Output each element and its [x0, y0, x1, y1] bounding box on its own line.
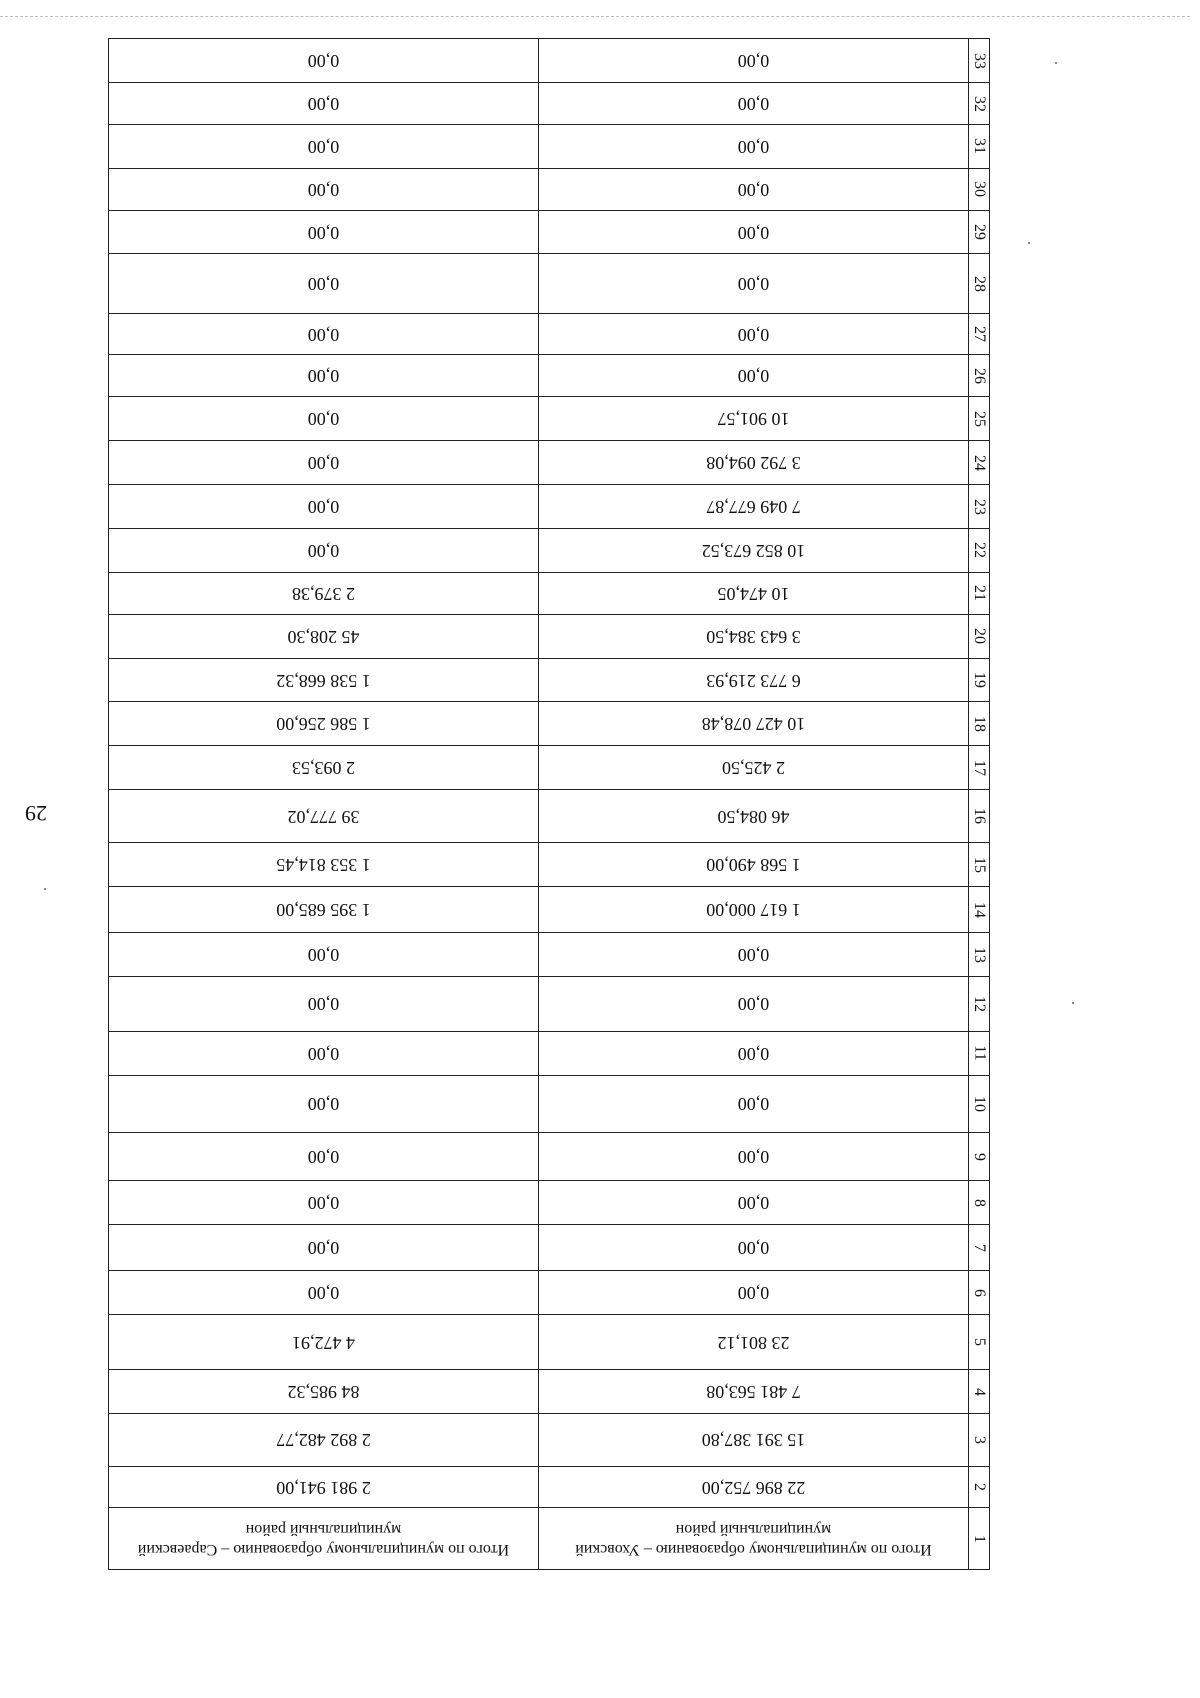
- value-cell: 0,00: [109, 977, 539, 1032]
- value-cell: 0,00: [539, 210, 969, 254]
- table-row: [109, 168, 990, 210]
- column-number: 33: [971, 52, 988, 69]
- value-cell: 3 792 094,08: [539, 441, 969, 485]
- column-number-cell: [969, 1075, 990, 1132]
- page-number: 29: [25, 801, 47, 826]
- column-number-cell: [969, 933, 990, 977]
- value-cell: 0,00: [539, 1075, 969, 1132]
- value-cell: 0,00: [539, 1225, 969, 1271]
- column-number: 6: [971, 1288, 988, 1297]
- table-row: [109, 355, 990, 397]
- column-number-cell: [969, 790, 990, 843]
- value-cell: 2 892 482,77: [109, 1414, 539, 1467]
- value-cell: 23 801,12: [539, 1315, 969, 1370]
- column-number-cell: [969, 1414, 990, 1467]
- column-number-cell: [969, 614, 990, 658]
- value-cell: 0,00: [109, 83, 539, 125]
- column-number: 17: [971, 759, 988, 776]
- table-row: [109, 529, 990, 573]
- table-row: [109, 1132, 990, 1180]
- value-cell: 2 379,38: [109, 572, 539, 614]
- value-cell: 0,00: [539, 355, 969, 397]
- table-row: [109, 1315, 990, 1370]
- table-row: [109, 1508, 990, 1570]
- value-cell: 0,00: [109, 529, 539, 573]
- column-number: 4: [971, 1387, 988, 1396]
- column-number-cell: [969, 485, 990, 529]
- column-number: 30: [971, 181, 988, 198]
- value-cell: 7 481 563,08: [539, 1370, 969, 1414]
- column-number-cell: [969, 529, 990, 573]
- column-number-cell: [969, 1508, 990, 1570]
- table-row: [109, 313, 990, 355]
- value-cell: 0,00: [109, 1181, 539, 1225]
- table-row: [109, 614, 990, 658]
- column-number-cell: [969, 1132, 990, 1180]
- column-number: 20: [971, 628, 988, 645]
- table-row: [109, 658, 990, 702]
- value-cell: 0,00: [539, 39, 969, 83]
- column-number-cell: [969, 1181, 990, 1225]
- value-cell: 2 981 941,00: [109, 1466, 539, 1508]
- table-row: [109, 397, 990, 441]
- data-table: [108, 38, 990, 1570]
- column-number: 19: [971, 672, 988, 689]
- value-cell: 0,00: [109, 1075, 539, 1132]
- table-row: [109, 977, 990, 1032]
- table-row: [109, 485, 990, 529]
- value-cell: 0,00: [109, 355, 539, 397]
- value-cell: 10 901,57: [539, 397, 969, 441]
- table-row: [109, 124, 990, 168]
- column-number-cell: [969, 1225, 990, 1271]
- value-cell: 0,00: [539, 933, 969, 977]
- column-number-cell: [969, 977, 990, 1032]
- table-row: [109, 1181, 990, 1225]
- column-number-cell: [969, 313, 990, 355]
- value-cell: 2 425,50: [539, 746, 969, 790]
- value-cell: 15 391 387,80: [539, 1414, 969, 1467]
- table-row: [109, 39, 990, 83]
- value-cell: 0,00: [539, 1132, 969, 1180]
- column-number-cell: [969, 39, 990, 83]
- table-row: [109, 83, 990, 125]
- table-row: [109, 441, 990, 485]
- column-number: 23: [971, 498, 988, 515]
- column-number: 15: [971, 856, 988, 873]
- value-cell: 4 472,91: [109, 1315, 539, 1370]
- column-number-cell: [969, 168, 990, 210]
- rotated-table-sheet: [108, 38, 990, 1570]
- column-number: 10: [971, 1095, 988, 1112]
- row-label-cell: Итого по муниципальному образованию – Уховский муниципальный район: [539, 1508, 969, 1570]
- column-number: 3: [971, 1435, 988, 1444]
- column-number-cell: [969, 441, 990, 485]
- table-row: [109, 843, 990, 887]
- column-number: 18: [971, 715, 988, 732]
- value-cell: 0,00: [539, 168, 969, 210]
- value-cell: 0,00: [109, 1132, 539, 1180]
- value-cell: 0,00: [539, 83, 969, 125]
- value-cell: 0,00: [539, 124, 969, 168]
- value-cell: 0,00: [109, 124, 539, 168]
- value-cell: 0,00: [539, 254, 969, 313]
- value-cell: 22 896 752,00: [539, 1466, 969, 1508]
- table-row: [109, 1414, 990, 1467]
- value-cell: 10 852 673,52: [539, 529, 969, 573]
- table-row: [109, 790, 990, 843]
- column-number: 1: [971, 1534, 988, 1543]
- column-number: 32: [971, 95, 988, 112]
- value-cell: 39 777,02: [109, 790, 539, 843]
- column-number-cell: [969, 1466, 990, 1508]
- column-number-cell: [969, 1031, 990, 1075]
- column-number: 9: [971, 1152, 988, 1161]
- value-cell: 3 643 384,50: [539, 614, 969, 658]
- column-number-cell: [969, 1271, 990, 1315]
- column-number-cell: [969, 886, 990, 932]
- column-number: 22: [971, 542, 988, 559]
- value-cell: 2 093,53: [109, 746, 539, 790]
- column-number-cell: [969, 1370, 990, 1414]
- value-cell: 0,00: [109, 210, 539, 254]
- value-cell: 1 586 256,00: [109, 702, 539, 746]
- column-number: 24: [971, 454, 988, 471]
- value-cell: 0,00: [109, 485, 539, 529]
- value-cell: 1 568 490,00: [539, 843, 969, 887]
- column-number: 2: [971, 1483, 988, 1492]
- column-number: 16: [971, 808, 988, 825]
- table-row: [109, 1031, 990, 1075]
- column-number-cell: [969, 746, 990, 790]
- table-row: [109, 1271, 990, 1315]
- value-cell: 1 538 668,32: [109, 658, 539, 702]
- column-number: 12: [971, 995, 988, 1012]
- value-cell: 1 353 814,45: [109, 843, 539, 887]
- column-number-cell: [969, 572, 990, 614]
- value-cell: 10 427 078,48: [539, 702, 969, 746]
- value-cell: 0,00: [109, 39, 539, 83]
- value-cell: 0,00: [109, 1225, 539, 1271]
- value-cell: 0,00: [109, 313, 539, 355]
- column-number-cell: [969, 83, 990, 125]
- value-cell: 0,00: [539, 313, 969, 355]
- scan-edge-line: [0, 16, 1190, 17]
- column-number: 21: [971, 585, 988, 602]
- table-row: [109, 1466, 990, 1508]
- column-number: 13: [971, 946, 988, 963]
- value-cell: 10 474,05: [539, 572, 969, 614]
- value-cell: 0,00: [539, 1031, 969, 1075]
- column-number-cell: [969, 124, 990, 168]
- table-row: [109, 1225, 990, 1271]
- value-cell: 84 985,32: [109, 1370, 539, 1414]
- value-cell: 0,00: [539, 1181, 969, 1225]
- value-cell: 0,00: [109, 254, 539, 313]
- column-number-cell: [969, 210, 990, 254]
- value-cell: 6 773 219,93: [539, 658, 969, 702]
- scan-speck: [44, 888, 46, 890]
- value-cell: 46 084,50: [539, 790, 969, 843]
- column-number: 25: [971, 410, 988, 427]
- column-number: 5: [971, 1338, 988, 1347]
- column-number: 14: [971, 901, 988, 918]
- column-number-cell: [969, 658, 990, 702]
- value-cell: 7 049 677,87: [539, 485, 969, 529]
- table-row: [109, 1075, 990, 1132]
- value-cell: 0,00: [109, 1271, 539, 1315]
- table-row: [109, 210, 990, 254]
- table-row: [109, 702, 990, 746]
- value-cell: 1 617 000,00: [539, 886, 969, 932]
- value-cell: 0,00: [109, 397, 539, 441]
- value-cell: 45 208,30: [109, 614, 539, 658]
- column-number: 28: [971, 275, 988, 292]
- column-number-cell: [969, 843, 990, 887]
- column-number-cell: [969, 254, 990, 313]
- scan-speck: [1072, 1002, 1074, 1004]
- value-cell: 0,00: [109, 441, 539, 485]
- value-cell: 0,00: [109, 933, 539, 977]
- column-number: 8: [971, 1198, 988, 1207]
- value-cell: 0,00: [109, 168, 539, 210]
- table-row: [109, 572, 990, 614]
- column-number: 27: [971, 326, 988, 343]
- column-number-cell: [969, 1315, 990, 1370]
- value-cell: 1 395 685,00: [109, 886, 539, 932]
- row-label-cell: Итого по муниципальному образованию – Сараевский муниципальный район: [109, 1508, 539, 1570]
- table-row: [109, 254, 990, 313]
- column-number: 11: [971, 1045, 988, 1062]
- column-number: 26: [971, 367, 988, 384]
- column-number-cell: [969, 702, 990, 746]
- table-row: [109, 933, 990, 977]
- column-number: 29: [971, 224, 988, 241]
- table-row: [109, 886, 990, 932]
- table-row: [109, 746, 990, 790]
- column-number-cell: [969, 355, 990, 397]
- value-cell: 0,00: [539, 977, 969, 1032]
- column-number-cell: [969, 397, 990, 441]
- value-cell: 0,00: [109, 1031, 539, 1075]
- value-cell: 0,00: [539, 1271, 969, 1315]
- scan-speck: [1028, 242, 1030, 244]
- column-number: 7: [971, 1243, 988, 1252]
- column-number: 31: [971, 138, 988, 155]
- scan-speck: [1055, 62, 1057, 64]
- table-row: [109, 1370, 990, 1414]
